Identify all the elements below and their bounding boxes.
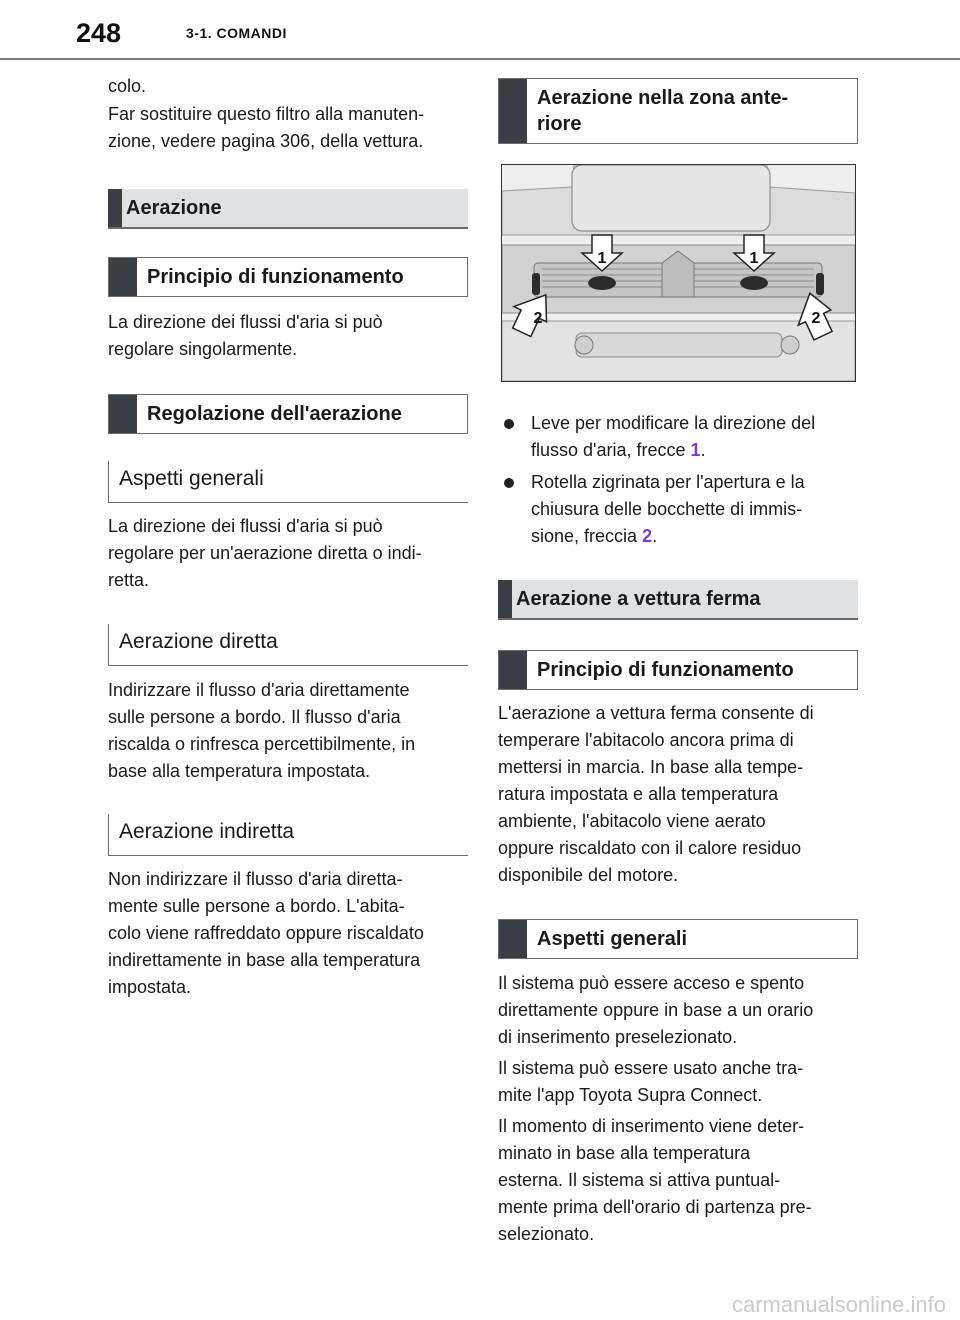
- callout-ref-1: 1: [690, 440, 701, 460]
- header-divider: [0, 58, 960, 60]
- paragraph-sistema-acceso: Il sistema può essere acceso e spento direttamente oppure in base a un orario di inserimento preselezionato.: [498, 973, 814, 1047]
- paragraph-filter: Far sostituire questo filtro alla manuten- zione, vedere pagina 306, della vettura.: [108, 104, 425, 151]
- callout-ref-2: 2: [642, 526, 653, 546]
- paragraph-indiretta: Non indirizzare il flusso d'aria diretta- mente sulle persone a bordo. L'abita- colo viene raffreddato oppure riscaldato indirettamente in base alla temperatura impostata.: [108, 869, 424, 997]
- paragraph-sistema-app: Il sistema può essere usato anche tra- mite l'app Toyota Supra Connect.: [498, 1058, 804, 1105]
- section-heading-vettura-ferma: Aerazione a vettura ferma: [498, 580, 858, 620]
- page-number: 248: [76, 18, 122, 48]
- subsection-heading-aspetti-generali: Aspetti generali: [498, 919, 858, 959]
- callout-label-1-left: 1: [597, 250, 607, 267]
- subsection-heading-zona-anteriore: Aerazione nella zona ante- riore: [498, 78, 858, 144]
- dashboard-illustration: [502, 165, 855, 381]
- minor-heading-aerazione-indiretta: Aerazione indiretta: [108, 814, 468, 856]
- chapter-title: 3-1. COMANDI: [186, 25, 287, 41]
- watermark: carmanualsonline.info: [731, 1292, 946, 1317]
- paragraph-colo: colo.: [108, 76, 147, 96]
- callout-label-1-right: 1: [749, 250, 759, 267]
- minor-heading-aerazione-diretta: Aerazione diretta: [108, 624, 468, 666]
- section-heading-aerazione: Aerazione: [108, 189, 468, 229]
- paragraph-diretta: Indirizzare il flusso d'aria direttamente sulle persone a bordo. Il flusso d'aria riscalda o rinfresca percettibilmente, in base alla temperatura impostata.: [108, 680, 416, 781]
- dashboard-vents-figure: [501, 164, 856, 382]
- paragraph-vettura-ferma: L'aerazione a vettura ferma consente di temperare l'abitacolo ancora prima di mettersi in marcia. In base alla tempe- ratura impostata e alla temperatura ambiente, l'abitacolo viene aerato oppure riscaldato con il calore residuo disponibile del motore.: [498, 703, 814, 885]
- bullet-dot-icon: [504, 419, 514, 429]
- paragraph-momento-inserimento: Il momento di inserimento viene deter- minato in base alla temperatura esterna. Il sistema si attiva puntual- mente prima dell'orario di partenza pre- selezionato.: [498, 1116, 812, 1244]
- subsection-heading-principio-ferma: Principio di funzionamento: [498, 650, 858, 690]
- callout-label-2-left: 2: [533, 310, 543, 327]
- minor-heading-aspetti-generali: Aspetti generali: [108, 461, 468, 503]
- paragraph-principio: La direzione dei flussi d'aria si può regolare singolarmente.: [108, 312, 383, 359]
- page-header: [0, 0, 960, 60]
- callout-label-2-right: 2: [811, 310, 821, 327]
- paragraph-aspetti: La direzione dei flussi d'aria si può regolare per un'aerazione diretta o indi- retta.: [108, 516, 422, 590]
- bullet-dot-icon: [504, 478, 514, 488]
- subsection-heading-regolazione: Regolazione dell'aerazione: [108, 394, 468, 434]
- subsection-heading-principio: Principio di funzionamento: [108, 257, 468, 297]
